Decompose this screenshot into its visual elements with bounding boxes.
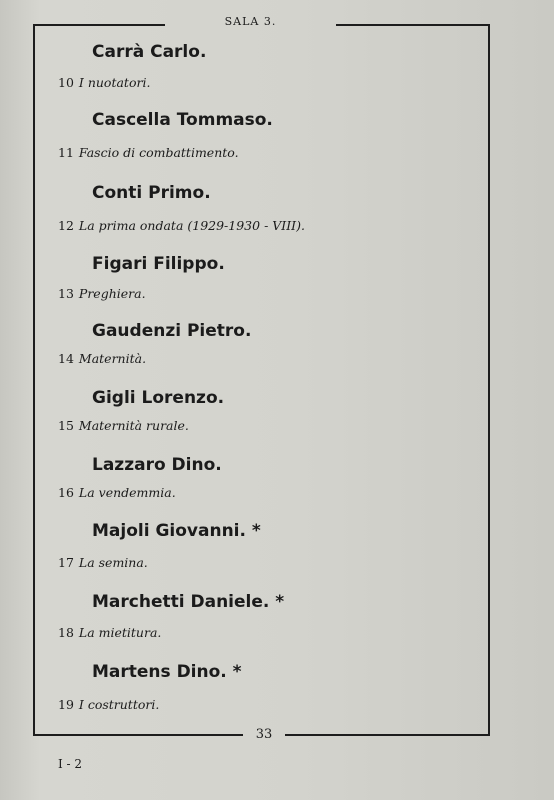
work-number: 14	[58, 351, 74, 366]
work-line	[58, 625, 161, 640]
artist-name: Martens Dino. *	[92, 662, 242, 682]
work-number: 11	[58, 145, 74, 160]
artist-name: Figari Filippo.	[92, 254, 225, 274]
work-number: 19	[58, 697, 74, 712]
artist-name: Gigli Lorenzo.	[92, 388, 225, 408]
work-title: La prima ondata (1929-1930 - VIII).	[78, 218, 305, 233]
frame-border-right	[488, 24, 490, 736]
work-title: I nuotatori.	[78, 75, 151, 90]
work-line	[58, 485, 176, 500]
work-number: 12	[58, 218, 74, 233]
work-line	[58, 697, 159, 712]
work-title: Maternità rurale.	[78, 418, 189, 433]
work-line	[58, 75, 150, 90]
work-line	[58, 351, 146, 366]
work-line	[58, 286, 146, 301]
work-line	[58, 145, 239, 160]
frame-border-top-left	[33, 24, 165, 26]
work-line	[58, 555, 148, 570]
frame-border-top-right	[336, 24, 490, 26]
artist-name: Carrà Carlo.	[92, 42, 207, 62]
work-title: La semina.	[78, 555, 148, 570]
work-title: Maternità.	[78, 351, 147, 366]
work-title: Preghiera.	[78, 286, 146, 301]
artist-name: Cascella Tommaso.	[92, 110, 273, 130]
work-number: 10	[58, 75, 74, 90]
work-title: La vendemmia.	[78, 485, 176, 500]
work-title: La mietitura.	[78, 625, 162, 640]
page-number: 33	[255, 727, 273, 742]
artist-name: Conti Primo.	[92, 183, 211, 203]
frame-border-bottom-left	[33, 734, 243, 736]
artist-name: Marchetti Daniele. *	[92, 592, 285, 612]
work-title: Fascio di combattimento.	[78, 145, 239, 160]
work-number: 16	[58, 485, 74, 500]
work-number: 17	[58, 555, 74, 570]
frame-border-bottom-right	[285, 734, 490, 736]
frame-border-left	[33, 24, 35, 736]
artist-name: Majoli Giovanni. *	[92, 521, 261, 541]
artist-name: Gaudenzi Pietro.	[92, 321, 252, 341]
work-line	[58, 218, 305, 233]
printer-signature: I - 2	[58, 757, 83, 771]
work-title: I costruttori.	[78, 697, 160, 712]
work-number: 18	[58, 625, 74, 640]
work-number: 13	[58, 286, 74, 301]
artist-name: Lazzaro Dino.	[92, 455, 222, 475]
work-line	[58, 418, 189, 433]
work-number: 15	[58, 418, 74, 433]
room-header: SALA 3.	[224, 15, 277, 28]
